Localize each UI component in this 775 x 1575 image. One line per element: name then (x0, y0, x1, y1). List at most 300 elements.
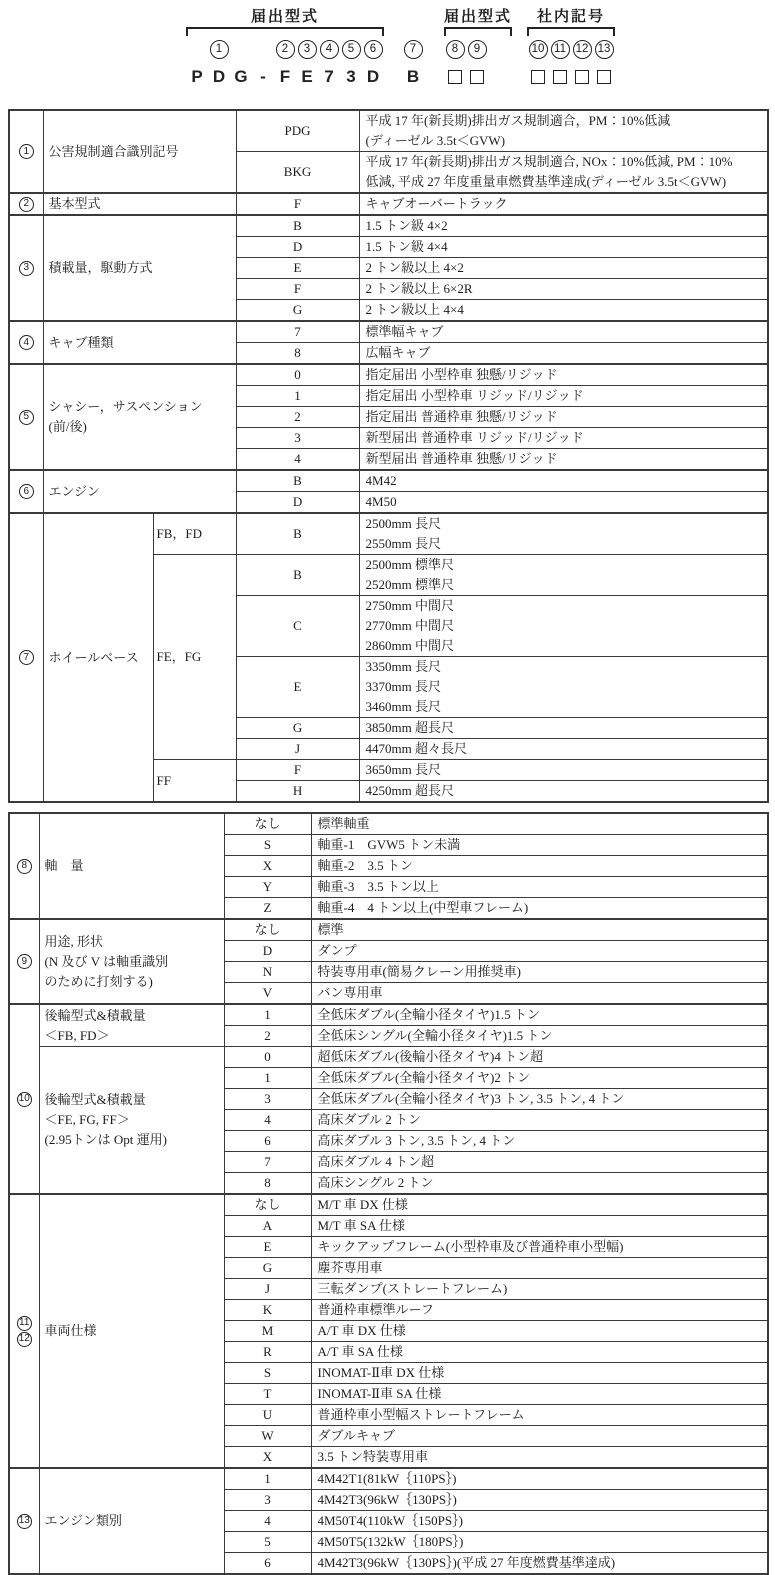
desc-cell (311, 941, 768, 962)
bracket-label (402, 6, 424, 27)
category-cell (43, 470, 236, 513)
desc-line: 全低床ダブル(全輪小径タイヤ)2 トン (317, 1070, 531, 1085)
desc-line: 4M42T3(96kW｛130PS｝)(平成 27 年度燃費基準達成) (317, 1555, 616, 1570)
desc-line: 4M50 (365, 494, 397, 509)
code-char-slot (274, 63, 296, 90)
desc-cell (359, 279, 768, 300)
desc-line: 高床ダブル 4 トン超 (317, 1154, 434, 1169)
desc-line: INOMAT-Ⅱ車 DX 仕様 (317, 1365, 445, 1380)
code-cell: A (224, 1216, 311, 1237)
blank-box (470, 70, 484, 84)
subgroup-label: FB，FD (156, 526, 203, 541)
code-cell: PDG (236, 110, 359, 152)
code-cell: Z (224, 898, 311, 920)
desc-line: 2770mm 中間尺 (365, 618, 454, 633)
desc-line: 3370mm 長尺 (365, 679, 441, 694)
table-row (9, 1468, 768, 1490)
category-cell (43, 321, 236, 364)
desc-cell (311, 1047, 768, 1068)
subgroup-cell (153, 760, 236, 803)
desc-cell (311, 1300, 768, 1321)
model-code-diagram (186, 6, 767, 102)
desc-cell (359, 739, 768, 760)
desc-cell (311, 1237, 768, 1258)
blank-box-slot (466, 63, 488, 90)
desc-line: 4470mm 超々長尺 (365, 741, 467, 756)
category-line: ＜FE, FG, FF＞ (44, 1112, 130, 1127)
desc-line: 高床ダブル 2 トン (317, 1112, 421, 1127)
desc-line: 2 トン級以上 4×4 (365, 302, 464, 317)
desc-cell (311, 1152, 768, 1173)
blank-box (531, 70, 545, 84)
code-cell: Y (224, 877, 311, 898)
desc-cell (311, 1194, 768, 1216)
blank-box-slot (527, 63, 549, 90)
code-char: 3 (346, 66, 356, 86)
num-cell (9, 513, 43, 802)
category-cell (43, 110, 236, 193)
category-line: 後輪型式&積載量 (44, 1092, 146, 1107)
code-cell: U (224, 1405, 311, 1426)
desc-line: 2860mm 中間尺 (365, 638, 454, 653)
code-cell: B (236, 215, 359, 237)
desc-line: 4M50T5(132kW｛180PS｝) (317, 1534, 464, 1549)
code-cell: 2 (224, 1026, 311, 1047)
code-cell: 7 (236, 321, 359, 343)
code-cell: 3 (224, 1490, 311, 1511)
category-cell (43, 513, 153, 802)
circled-number-7: 7 (404, 40, 423, 59)
code-char-row (402, 63, 424, 90)
category-line: 積載量，駆動方式 (48, 260, 153, 275)
header-group-1 (186, 6, 384, 90)
code-cell: D (236, 492, 359, 514)
table-row (9, 919, 768, 941)
circled-number-10: 10 (529, 40, 548, 59)
header-group-2 (402, 6, 424, 90)
number-slot (362, 36, 384, 63)
desc-line: 普通枠車標準ルーフ (317, 1302, 434, 1317)
desc-line: 平成 17 年(新長期)排出ガス規制適合, NOx：10%低減, PM：10% (365, 154, 733, 169)
desc-line: 3460mm 長尺 (365, 699, 441, 714)
code-cell: 6 (224, 1553, 311, 1575)
desc-line: 2500mm 長尺 (365, 516, 441, 531)
desc-cell (359, 449, 768, 471)
desc-line: 低減, 平成 27 年度重量車燃費基準達成(ディーゼル 3.5t＜GVW) (365, 174, 727, 189)
subgroup-cell (153, 513, 236, 555)
code-cell: F (236, 760, 359, 781)
desc-cell (359, 193, 768, 215)
desc-line: 4M50T4(110kW｛150PS｝) (317, 1513, 463, 1528)
bracket-label: 届出型式 (444, 8, 513, 25)
desc-line: 4M42T3(96kW｛130PS｝) (317, 1492, 457, 1507)
number-slot (402, 36, 424, 63)
circled-number-11: 11 (551, 40, 570, 59)
digit-number-row (444, 36, 512, 63)
desc-cell (311, 962, 768, 983)
desc-cell (311, 1216, 768, 1237)
desc-line: バン専用車 (317, 985, 383, 1000)
circled-number-1: 1 (19, 144, 34, 159)
category-cell (39, 813, 224, 919)
desc-cell (359, 555, 768, 596)
category-line: 公害規制適合識別記号 (48, 143, 179, 159)
code-cell: 7 (224, 1152, 311, 1173)
desc-cell (359, 781, 768, 803)
code-char-row (444, 63, 512, 90)
code-cell: 1 (236, 386, 359, 407)
code-cell: 4 (224, 1110, 311, 1131)
category-line: ＜FB, FD＞ (44, 1027, 110, 1043)
desc-line: 指定届出 小型枠車 独懸/リジッド (365, 367, 558, 382)
desc-cell (311, 898, 768, 920)
category-line: 基本型式 (48, 196, 101, 211)
code-cell: B (236, 470, 359, 492)
number-slot (252, 36, 274, 63)
desc-line: 指定届出 小型枠車 リジッド/リジッド (365, 388, 584, 403)
desc-cell (359, 152, 768, 194)
desc-cell (311, 1490, 768, 1511)
circled-number-6: 6 (19, 484, 34, 499)
code-cell: J (224, 1279, 311, 1300)
code-cell: S (224, 1363, 311, 1384)
num-cell (9, 364, 43, 470)
desc-cell (311, 1384, 768, 1405)
table-row (9, 215, 768, 237)
code-cell: B (236, 555, 359, 596)
category-cell (39, 1194, 224, 1468)
desc-line: 4M42T1(81kW｛110PS｝) (317, 1471, 457, 1486)
desc-line: ダブルキャブ (317, 1428, 395, 1443)
bracket (444, 27, 512, 36)
number-slot (593, 36, 615, 63)
desc-line: 4250mm 超長尺 (365, 783, 454, 798)
desc-cell (359, 386, 768, 407)
desc-line: 標準軸重 (317, 816, 370, 831)
desc-line: (ディーゼル 3.5t＜GVW) (365, 133, 506, 148)
category-line: (2.95トンは Opt 運用) (44, 1132, 167, 1147)
code-table-lower (8, 812, 769, 1575)
code-cell: 4 (224, 1511, 311, 1532)
desc-line: 標準 (317, 922, 344, 937)
bracket-label: 社内記号 (537, 8, 606, 25)
blank-box (448, 70, 462, 84)
desc-cell (311, 1089, 768, 1110)
desc-cell (311, 877, 768, 898)
code-cell: 3 (224, 1089, 311, 1110)
code-char-slot (402, 63, 424, 90)
code-cell: BKG (236, 152, 359, 194)
desc-line: 広幅キャブ (365, 345, 431, 360)
desc-cell (311, 1342, 768, 1363)
num-cell (9, 813, 39, 919)
circled-number-3: 3 (19, 261, 34, 276)
code-cell: V (224, 983, 311, 1005)
digit-number-row (527, 36, 615, 63)
desc-cell (359, 258, 768, 279)
table-row (9, 364, 768, 386)
subgroup-cell (153, 555, 236, 760)
circled-number-2: 2 (19, 197, 34, 212)
desc-cell (359, 492, 768, 514)
code-char-slot (296, 63, 318, 90)
code-cell: 4 (236, 449, 359, 471)
desc-cell (359, 237, 768, 258)
num-cell (9, 1468, 39, 1574)
desc-cell (359, 364, 768, 386)
desc-line: 1.5 トン級 4×2 (365, 218, 448, 233)
number-slot (466, 36, 488, 63)
table-row (9, 470, 768, 492)
num-cell (9, 470, 43, 513)
circled-number-13: 13 (595, 40, 614, 59)
category-line: 用途, 形状 (44, 933, 104, 949)
code-char-row (186, 63, 384, 90)
code-cell: E (236, 657, 359, 718)
desc-line: 3.5 トン特装専用車 (317, 1449, 429, 1464)
bracket-label: 届出型式 (250, 8, 319, 25)
code-cell: G (224, 1258, 311, 1279)
blank-box-slot (549, 63, 571, 90)
code-cell: 1 (224, 1468, 311, 1490)
desc-line: 2 トン級以上 6×2R (365, 281, 473, 296)
category-line: シャシー，サスペンション (48, 399, 203, 414)
code-cell: E (236, 258, 359, 279)
code-cell: 0 (224, 1047, 311, 1068)
desc-line: 超低床ダブル(後輪小径タイヤ)4 トン超 (317, 1049, 544, 1064)
category-line: (前/後) (48, 419, 87, 434)
desc-cell (311, 1004, 768, 1026)
table-row (9, 1194, 768, 1216)
code-char-slot (230, 63, 252, 90)
desc-cell (359, 407, 768, 428)
code-char-slot (252, 63, 274, 90)
code-cell: D (236, 237, 359, 258)
desc-line: 標準幅キャブ (365, 324, 444, 339)
table-row (9, 1004, 768, 1026)
code-cell: D (224, 941, 311, 962)
num-cell (9, 193, 43, 215)
desc-cell (359, 760, 768, 781)
desc-cell (359, 513, 768, 555)
desc-cell (311, 1405, 768, 1426)
category-cell (39, 1004, 224, 1047)
number-slot (340, 36, 362, 63)
desc-cell (359, 596, 768, 657)
code-char: P (191, 66, 203, 86)
code-cell: H (236, 781, 359, 803)
subgroup-label: FF (156, 772, 171, 788)
code-cell: X (224, 1447, 311, 1469)
category-cell (39, 919, 224, 1004)
category-line: のために打刻する) (44, 973, 153, 989)
circled-number-4: 4 (19, 335, 34, 350)
desc-cell (311, 983, 768, 1005)
desc-cell (311, 1468, 768, 1490)
code-cell: 2 (236, 407, 359, 428)
code-char: D (212, 66, 226, 86)
desc-line: 普通枠車小型幅ストレートフレーム (317, 1407, 525, 1422)
desc-line: 軸重-4 4 トン以上(中型車フレーム) (317, 900, 529, 915)
desc-cell (359, 428, 768, 449)
desc-line: ダンプ (317, 943, 357, 958)
category-line: 軸 量 (44, 858, 84, 873)
desc-line: 高床ダブル 3 トン, 3.5 トン, 4 トン (317, 1133, 516, 1148)
category-cell (43, 364, 236, 470)
num-cell (9, 110, 43, 193)
desc-cell (311, 1447, 768, 1469)
desc-line: 全低床シングル(全輪小径タイヤ)1.5 トン (317, 1028, 553, 1043)
circled-number-12: 12 (573, 40, 592, 59)
desc-cell (311, 856, 768, 877)
desc-cell (311, 835, 768, 856)
number-slot (527, 36, 549, 63)
circled-number-1: 1 (210, 40, 229, 59)
code-cell: K (224, 1300, 311, 1321)
desc-line: 3850mm 超長尺 (365, 720, 454, 735)
desc-cell (311, 1110, 768, 1131)
num-cell (9, 919, 39, 1004)
desc-line: 指定届出 普通枠車 独懸/リジッド (365, 409, 558, 424)
desc-line: 全低床ダブル(全輪小径タイヤ)3 トン, 3.5 トン, 4 トン (317, 1091, 625, 1106)
desc-line: M/T 車 SA 仕様 (317, 1218, 406, 1233)
desc-line: A/T 車 SA 仕様 (317, 1344, 403, 1359)
desc-line: 2500mm 標準尺 (365, 557, 454, 572)
code-cell: 8 (224, 1173, 311, 1195)
circled-number-11: 11 (17, 1316, 32, 1331)
blank-box (553, 70, 567, 84)
number-slot (208, 36, 230, 63)
number-slot (318, 36, 340, 63)
code-char: G (234, 66, 248, 86)
code-char: F (279, 66, 291, 86)
code-char-slot (340, 63, 362, 90)
category-line: 後輪型式&積載量 (44, 1007, 146, 1023)
table-row (9, 1047, 768, 1068)
category-cell (43, 193, 236, 215)
desc-cell (359, 657, 768, 718)
desc-line: 高床シングル 2 トン (317, 1175, 434, 1190)
blank-box-slot (593, 63, 615, 90)
desc-line: 軸重-3 3.5 トン以上 (317, 879, 439, 894)
code-char: D (366, 66, 380, 86)
number-slot (549, 36, 571, 63)
desc-cell (359, 470, 768, 492)
bracket-spacer (402, 27, 424, 36)
desc-cell (359, 110, 768, 152)
desc-line: 新型届出 普通枠車 独懸/リジッド (365, 451, 558, 466)
desc-cell (311, 1532, 768, 1553)
code-cell: B (236, 513, 359, 555)
blank-box (597, 70, 611, 84)
code-char: - (260, 66, 266, 86)
bracket (527, 27, 615, 36)
desc-cell (311, 813, 768, 835)
num-cell (9, 1004, 39, 1194)
blank-box-slot (571, 63, 593, 90)
circled-number-6: 6 (364, 40, 383, 59)
circled-number-5: 5 (342, 40, 361, 59)
code-cell: 3 (236, 428, 359, 449)
table-row (9, 321, 768, 343)
number-slot (230, 36, 252, 63)
desc-cell (311, 1321, 768, 1342)
code-char: 7 (324, 66, 334, 86)
code-char-slot (362, 63, 384, 90)
number-slot (296, 36, 318, 63)
desc-line: 2520mm 標準尺 (365, 577, 454, 592)
desc-line: 新型届出 普通枠車 リジッド/リジッド (365, 430, 584, 445)
code-char: E (301, 66, 313, 86)
category-cell (39, 1047, 224, 1195)
desc-line: 全低床ダブル(全輪小径タイヤ)1.5 トン (317, 1007, 540, 1022)
circled-number-3: 3 (298, 40, 317, 59)
category-cell (43, 215, 236, 321)
desc-cell (359, 321, 768, 343)
code-cell: 0 (236, 364, 359, 386)
desc-line: 2750mm 中間尺 (365, 598, 454, 613)
category-line: エンジン類別 (44, 1513, 122, 1528)
category-line: (N 及び V は軸重識別 (44, 953, 169, 969)
desc-cell (311, 1026, 768, 1047)
code-cell: 1 (224, 1004, 311, 1026)
code-cell: M (224, 1321, 311, 1342)
code-cell: 5 (224, 1532, 311, 1553)
code-cell: R (224, 1342, 311, 1363)
desc-cell (311, 1131, 768, 1152)
desc-cell (311, 1173, 768, 1195)
desc-line: A/T 車 DX 仕様 (317, 1323, 406, 1338)
circled-number-8: 8 (446, 40, 465, 59)
code-cell: なし (224, 813, 311, 835)
desc-line: 平成 17 年(新長期)排出ガス規制適合，PM：10%低減 (365, 113, 671, 128)
code-cell: T (224, 1384, 311, 1405)
code-cell: なし (224, 1194, 311, 1216)
code-cell: 1 (224, 1068, 311, 1089)
code-cell: S (224, 835, 311, 856)
code-cell: 6 (224, 1131, 311, 1152)
digit-number-row (402, 36, 424, 63)
desc-line: 3650mm 長尺 (365, 762, 441, 777)
header-group-4 (527, 6, 615, 90)
category-line: 車両仕様 (44, 1323, 97, 1338)
category-line: エンジン (48, 483, 100, 499)
circled-number-9: 9 (468, 40, 487, 59)
number-slot (274, 36, 296, 63)
category-line: ホイールベース (48, 649, 139, 665)
desc-cell (311, 1553, 768, 1575)
desc-cell (311, 1279, 768, 1300)
circled-number-4: 4 (320, 40, 339, 59)
desc-cell (311, 1363, 768, 1384)
code-cell: N (224, 962, 311, 983)
circled-number-5: 5 (19, 410, 34, 425)
code-cell: F (236, 193, 359, 215)
desc-cell (311, 1511, 768, 1532)
desc-cell (311, 1068, 768, 1089)
code-table-upper (8, 109, 769, 803)
table-row (9, 813, 768, 835)
number-slot (444, 36, 466, 63)
desc-cell (359, 718, 768, 739)
bracket (186, 27, 384, 36)
number-slot (186, 36, 208, 63)
desc-line: 三転ダンプ(ストレートフレーム) (317, 1281, 508, 1296)
code-cell: G (236, 300, 359, 322)
blank-box-slot (444, 63, 466, 90)
desc-line: INOMAT-Ⅱ車 SA 仕様 (317, 1386, 442, 1401)
digit-number-row (186, 36, 384, 63)
